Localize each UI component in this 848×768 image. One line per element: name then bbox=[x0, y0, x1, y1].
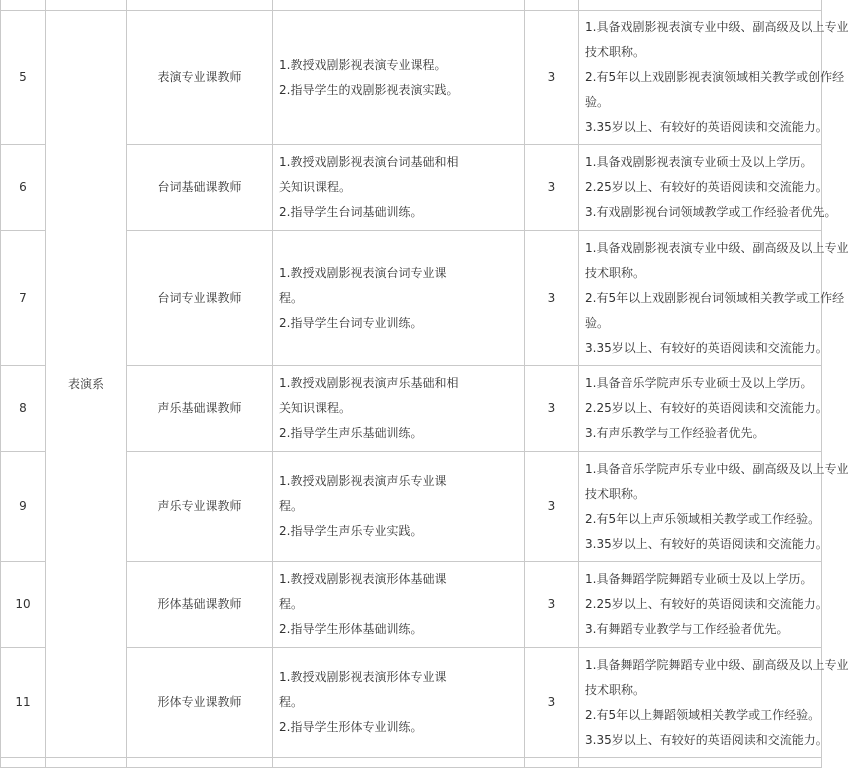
cell-lines bbox=[579, 367, 828, 450]
row-number-cell: 11 bbox=[1, 648, 46, 758]
requirements-cell bbox=[579, 0, 822, 11]
position-title-cell: 声乐专业课教师 bbox=[127, 452, 273, 562]
requirements-cell bbox=[579, 562, 828, 648]
text-line: 1.具备戏剧影视表演专业中级、副高级及以上专业 bbox=[585, 20, 848, 34]
headcount-cell: 3 bbox=[525, 11, 579, 145]
text-line: 2.有5年以上戏剧影视台词领域相关教学或工作经 bbox=[585, 290, 845, 305]
text-line: 1.教授戏剧影视表演台词专业课 bbox=[279, 265, 447, 280]
row-number-cell: 9 bbox=[1, 452, 46, 562]
headcount-cell: 3 bbox=[525, 231, 579, 366]
text-line: 程。 bbox=[279, 597, 304, 611]
position-title-cell bbox=[127, 758, 273, 768]
cell-lines bbox=[273, 367, 524, 450]
text-line: 2.有5年以上舞蹈领域相关教学或工作经验。 bbox=[585, 707, 821, 722]
text-line: 3.有戏剧影视台词领域教学或工作经验者优先。 bbox=[585, 205, 837, 219]
headcount-cell bbox=[525, 0, 579, 11]
duties-cell bbox=[273, 648, 525, 758]
text-line: 2.有5年以上戏剧影视表演领域相关教学或创作经 bbox=[585, 70, 845, 84]
duties-cell bbox=[273, 11, 525, 145]
cell-lines bbox=[579, 146, 837, 229]
position-title-cell: 表演专业课教师 bbox=[127, 11, 273, 145]
text-line: 3.有声乐教学与工作经验者优先。 bbox=[585, 426, 765, 440]
row-number-cell: 7 bbox=[1, 231, 46, 366]
cell-lines bbox=[273, 257, 524, 340]
text-line: 关知识课程。 bbox=[279, 401, 352, 415]
text-line: 2.指导学生台词专业训练。 bbox=[279, 315, 423, 330]
text-line: 验。 bbox=[585, 95, 610, 109]
text-line: 1.具备音乐学院声乐专业硕士及以上学历。 bbox=[585, 376, 813, 390]
requirements-cell bbox=[579, 648, 848, 758]
headcount-cell: 3 bbox=[525, 562, 579, 648]
text-line: 1.教授戏剧影视表演台词基础和相 bbox=[279, 155, 459, 169]
row-number-cell: 6 bbox=[1, 145, 46, 231]
cell-lines bbox=[579, 563, 828, 646]
text-line: 3.有舞蹈专业教学与工作经验者优先。 bbox=[585, 622, 789, 636]
department-cell bbox=[46, 758, 127, 768]
position-title-cell: 形体基础课教师 bbox=[127, 562, 273, 648]
text-line: 3.35岁以上、有较好的英语阅读和交流能力。 bbox=[585, 536, 828, 551]
duties-cell bbox=[273, 366, 525, 452]
text-line: 程。 bbox=[279, 290, 304, 305]
headcount-cell bbox=[525, 758, 579, 768]
table-body bbox=[1, 0, 848, 768]
cell-lines bbox=[273, 563, 524, 646]
position-title-cell bbox=[127, 0, 273, 11]
requirements-cell bbox=[579, 366, 828, 452]
cell-lines bbox=[273, 465, 524, 548]
text-line: 1.具备舞蹈学院舞蹈专业硕士及以上学历。 bbox=[585, 572, 813, 586]
row-number-cell bbox=[1, 758, 46, 768]
position-title-cell: 形体专业课教师 bbox=[127, 648, 273, 758]
requirements-cell bbox=[579, 452, 848, 562]
cell-lines bbox=[273, 146, 524, 229]
text-line: 程。 bbox=[279, 695, 304, 709]
table-row bbox=[1, 11, 822, 145]
text-line: 2.指导学生形体基础训练。 bbox=[279, 622, 423, 636]
headcount-cell: 3 bbox=[525, 452, 579, 562]
cell-lines bbox=[579, 11, 848, 144]
text-line: 2.指导学生台词基础训练。 bbox=[279, 205, 423, 219]
duties-cell bbox=[273, 758, 525, 768]
text-line: 2.25岁以上、有较好的英语阅读和交流能力。 bbox=[585, 401, 828, 415]
headcount-cell: 3 bbox=[525, 366, 579, 452]
text-line: 技术职称。 bbox=[585, 486, 646, 501]
text-line: 2.25岁以上、有较好的英语阅读和交流能力。 bbox=[585, 180, 828, 194]
text-line: 1.教授戏剧影视表演专业课程。 bbox=[279, 57, 447, 72]
requirements-cell bbox=[579, 758, 822, 768]
text-line: 1.具备舞蹈学院舞蹈专业中级、副高级及以上专业 bbox=[585, 657, 848, 672]
cell-lines bbox=[579, 232, 848, 365]
duties-cell bbox=[273, 562, 525, 648]
text-line: 1.具备音乐学院声乐专业中级、副高级及以上专业 bbox=[585, 461, 848, 476]
department-cell: 表演系 bbox=[46, 11, 127, 758]
requirements-cell bbox=[579, 11, 848, 145]
headcount-cell: 3 bbox=[525, 648, 579, 758]
text-line: 技术职称。 bbox=[585, 265, 646, 280]
row-number-cell: 10 bbox=[1, 562, 46, 648]
text-line: 1.教授戏剧影视表演声乐专业课 bbox=[279, 474, 447, 488]
requirements-cell bbox=[579, 231, 848, 366]
text-line: 1.教授戏剧影视表演形体专业课 bbox=[279, 670, 447, 684]
position-title-cell: 台词专业课教师 bbox=[127, 231, 273, 366]
text-line: 3.35岁以上、有较好的英语阅读和交流能力。 bbox=[585, 120, 828, 134]
text-line: 验。 bbox=[585, 315, 610, 330]
text-line: 关知识课程。 bbox=[279, 180, 352, 194]
text-line: 2.25岁以上、有较好的英语阅读和交流能力。 bbox=[585, 597, 828, 611]
headcount-cell: 3 bbox=[525, 145, 579, 231]
position-title-cell: 台词基础课教师 bbox=[127, 145, 273, 231]
text-line: 3.35岁以上、有较好的英语阅读和交流能力。 bbox=[585, 732, 828, 747]
text-line: 1.具备戏剧影视表演专业中级、副高级及以上专业 bbox=[585, 240, 848, 255]
text-line: 技术职称。 bbox=[585, 682, 646, 697]
text-line: 技术职称。 bbox=[585, 45, 646, 59]
table-row bbox=[1, 758, 822, 768]
requirements-cell bbox=[579, 145, 837, 231]
text-line: 2.有5年以上声乐领域相关教学或工作经验。 bbox=[585, 511, 821, 526]
duties-cell bbox=[273, 145, 525, 231]
row-number-cell: 8 bbox=[1, 366, 46, 452]
duties-cell bbox=[273, 231, 525, 366]
row-number-cell: 5 bbox=[1, 11, 46, 145]
text-line: 1.具备戏剧影视表演专业硕士及以上学历。 bbox=[585, 155, 813, 169]
text-line: 2.指导学生形体专业训练。 bbox=[279, 720, 423, 734]
text-line: 3.35岁以上、有较好的英语阅读和交流能力。 bbox=[585, 340, 828, 355]
cell-lines bbox=[273, 661, 524, 744]
position-title-cell: 声乐基础课教师 bbox=[127, 366, 273, 452]
duties-cell bbox=[273, 0, 525, 11]
cell-lines bbox=[579, 649, 848, 757]
duties-cell bbox=[273, 452, 525, 562]
text-line: 2.指导学生声乐基础训练。 bbox=[279, 426, 423, 440]
cell-lines bbox=[579, 453, 848, 561]
row-number-cell bbox=[1, 0, 46, 11]
text-line: 1.教授戏剧影视表演声乐基础和相 bbox=[279, 376, 459, 390]
table-row bbox=[1, 0, 822, 11]
text-line: 1.教授戏剧影视表演形体基础课 bbox=[279, 572, 447, 586]
cell-lines bbox=[273, 49, 524, 107]
text-line: 程。 bbox=[279, 499, 304, 513]
text-line: 2.指导学生声乐专业实践。 bbox=[279, 524, 423, 538]
department-cell bbox=[46, 0, 127, 11]
text-line: 2.指导学生的戏剧影视表演实践。 bbox=[279, 82, 459, 97]
